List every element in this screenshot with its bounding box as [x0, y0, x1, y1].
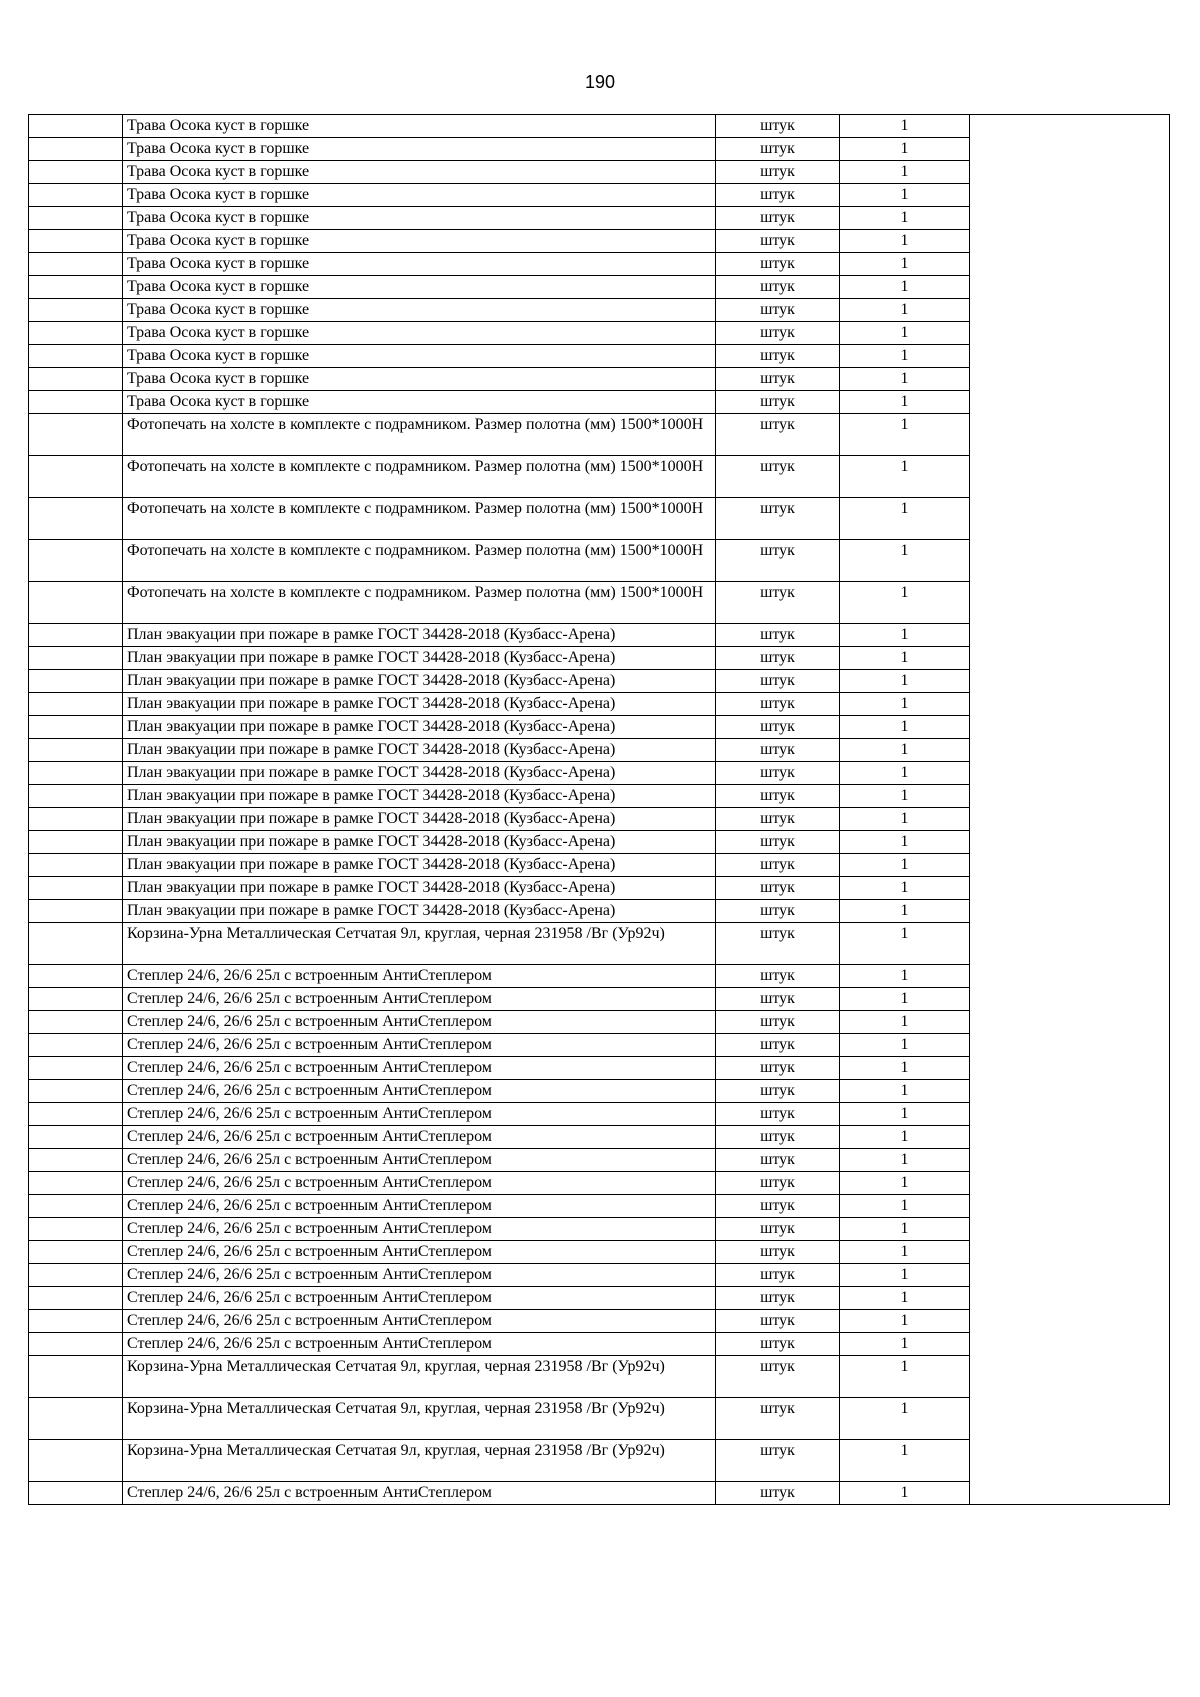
quantity-cell: 1 [840, 1264, 970, 1287]
row-number-cell [29, 414, 123, 456]
unit-cell: штук [716, 762, 840, 785]
row-number-cell [29, 1057, 123, 1080]
row-number-cell [29, 391, 123, 414]
unit-cell: штук [716, 253, 840, 276]
quantity-cell: 1 [840, 230, 970, 253]
row-number-cell [29, 115, 123, 138]
row-number-cell [29, 230, 123, 253]
item-name-cell: План эвакуации при пожаре в рамке ГОСТ 34428-2018 (Кузбасс-Арена) [123, 739, 716, 762]
row-number-cell [29, 1149, 123, 1172]
row-number-cell [29, 831, 123, 854]
item-name-cell: Трава Осока куст в горшке [123, 276, 716, 299]
row-number-cell [29, 1241, 123, 1264]
quantity-cell: 1 [840, 923, 970, 965]
item-name-cell: Трава Осока куст в горшке [123, 138, 716, 161]
row-number-cell [29, 322, 123, 345]
row-number-cell [29, 184, 123, 207]
quantity-cell: 1 [840, 1440, 970, 1482]
quantity-cell: 1 [840, 624, 970, 647]
item-name-cell: План эвакуации при пожаре в рамке ГОСТ 34428-2018 (Кузбасс-Арена) [123, 624, 716, 647]
item-name-cell: Степлер 24/6, 26/6 25л с встроенным АнтиСтеплером [123, 1333, 716, 1356]
quantity-cell: 1 [840, 1080, 970, 1103]
item-name-cell: Фотопечать на холсте в комплекте с подрамником. Размер полотна (мм) 1500*1000Н [123, 498, 716, 540]
row-number-cell [29, 299, 123, 322]
quantity-cell: 1 [840, 299, 970, 322]
item-name-cell: Трава Осока куст в горшке [123, 368, 716, 391]
quantity-cell: 1 [840, 1034, 970, 1057]
unit-cell: штук [716, 1057, 840, 1080]
unit-cell: штук [716, 1287, 840, 1310]
quantity-cell: 1 [840, 498, 970, 540]
row-number-cell [29, 276, 123, 299]
quantity-cell: 1 [840, 831, 970, 854]
row-number-cell [29, 1034, 123, 1057]
quantity-cell: 1 [840, 762, 970, 785]
quantity-cell: 1 [840, 345, 970, 368]
unit-cell: штук [716, 988, 840, 1011]
quantity-cell: 1 [840, 207, 970, 230]
quantity-cell: 1 [840, 1057, 970, 1080]
row-number-cell [29, 498, 123, 540]
unit-cell: штук [716, 391, 840, 414]
row-number-cell [29, 1218, 123, 1241]
item-name-cell: Степлер 24/6, 26/6 25л с встроенным АнтиСтеплером [123, 1080, 716, 1103]
quantity-cell: 1 [840, 854, 970, 877]
item-name-cell: Фотопечать на холсте в комплекте с подрамником. Размер полотна (мм) 1500*1000Н [123, 540, 716, 582]
row-number-cell [29, 647, 123, 670]
quantity-cell: 1 [840, 1398, 970, 1440]
unit-cell: штук [716, 138, 840, 161]
item-name-cell: Степлер 24/6, 26/6 25л с встроенным АнтиСтеплером [123, 965, 716, 988]
item-name-cell: Степлер 24/6, 26/6 25л с встроенным АнтиСтеплером [123, 1126, 716, 1149]
item-name-cell: Степлер 24/6, 26/6 25л с встроенным АнтиСтеплером [123, 1264, 716, 1287]
row-number-cell [29, 1264, 123, 1287]
item-name-cell: Степлер 24/6, 26/6 25л с встроенным АнтиСтеплером [123, 1195, 716, 1218]
unit-cell: штук [716, 670, 840, 693]
row-number-cell [29, 965, 123, 988]
item-name-cell: План эвакуации при пожаре в рамке ГОСТ 34428-2018 (Кузбасс-Арена) [123, 785, 716, 808]
item-name-cell: Корзина-Урна Металлическая Сетчатая 9л, круглая, черная 231958 /Вг (Ур92ч) [123, 923, 716, 965]
row-number-cell [29, 900, 123, 923]
unit-cell: штук [716, 1011, 840, 1034]
row-number-cell [29, 161, 123, 184]
unit-cell: штук [716, 1356, 840, 1398]
item-name-cell: Фотопечать на холсте в комплекте с подрамником. Размер полотна (мм) 1500*1000Н [123, 414, 716, 456]
unit-cell: штук [716, 184, 840, 207]
unit-cell: штук [716, 900, 840, 923]
item-name-cell: План эвакуации при пожаре в рамке ГОСТ 34428-2018 (Кузбасс-Арена) [123, 808, 716, 831]
row-number-cell [29, 582, 123, 624]
item-name-cell: Трава Осока куст в горшке [123, 391, 716, 414]
row-number-cell [29, 253, 123, 276]
row-number-cell [29, 1482, 123, 1505]
quantity-cell: 1 [840, 965, 970, 988]
quantity-cell: 1 [840, 1172, 970, 1195]
unit-cell: штук [716, 693, 840, 716]
item-name-cell: Трава Осока куст в горшке [123, 207, 716, 230]
quantity-cell: 1 [840, 1333, 970, 1356]
quantity-cell: 1 [840, 456, 970, 498]
row-number-cell [29, 877, 123, 900]
item-name-cell: Трава Осока куст в горшке [123, 115, 716, 138]
unit-cell: штук [716, 1195, 840, 1218]
item-name-cell: Трава Осока куст в горшке [123, 230, 716, 253]
quantity-cell: 1 [840, 1195, 970, 1218]
unit-cell: штук [716, 1310, 840, 1333]
item-name-cell: План эвакуации при пожаре в рамке ГОСТ 34428-2018 (Кузбасс-Арена) [123, 693, 716, 716]
unit-cell: штук [716, 647, 840, 670]
unit-cell: штук [716, 345, 840, 368]
unit-cell: штук [716, 1241, 840, 1264]
unit-cell: штук [716, 831, 840, 854]
item-name-cell: Степлер 24/6, 26/6 25л с встроенным АнтиСтеплером [123, 988, 716, 1011]
item-name-cell: Степлер 24/6, 26/6 25л с встроенным АнтиСтеплером [123, 1057, 716, 1080]
quantity-cell: 1 [840, 1241, 970, 1264]
quantity-cell: 1 [840, 391, 970, 414]
unit-cell: штук [716, 414, 840, 456]
row-number-cell [29, 1126, 123, 1149]
quantity-cell: 1 [840, 900, 970, 923]
row-number-cell [29, 1398, 123, 1440]
item-name-cell: Степлер 24/6, 26/6 25л с встроенным АнтиСтеплером [123, 1149, 716, 1172]
items-table-body [29, 115, 1170, 1505]
quantity-cell: 1 [840, 988, 970, 1011]
item-name-cell: Корзина-Урна Металлическая Сетчатая 9л, круглая, черная 231958 /Вг (Ур92ч) [123, 1440, 716, 1482]
item-name-cell: Трава Осока куст в горшке [123, 184, 716, 207]
row-number-cell [29, 1333, 123, 1356]
item-name-cell: Трава Осока куст в горшке [123, 161, 716, 184]
item-name-cell: Трава Осока куст в горшке [123, 322, 716, 345]
quantity-cell: 1 [840, 1310, 970, 1333]
quantity-cell: 1 [840, 582, 970, 624]
quantity-cell: 1 [840, 1482, 970, 1505]
unit-cell: штук [716, 368, 840, 391]
item-name-cell: Степлер 24/6, 26/6 25л с встроенным АнтиСтеплером [123, 1310, 716, 1333]
unit-cell: штук [716, 207, 840, 230]
quantity-cell: 1 [840, 138, 970, 161]
unit-cell: штук [716, 161, 840, 184]
row-number-cell [29, 762, 123, 785]
quantity-cell: 1 [840, 716, 970, 739]
unit-cell: штук [716, 624, 840, 647]
row-number-cell [29, 1440, 123, 1482]
unit-cell: штук [716, 1333, 840, 1356]
quantity-cell: 1 [840, 1126, 970, 1149]
row-number-cell [29, 624, 123, 647]
page-number: 190 [584, 72, 616, 92]
unit-cell: штук [716, 230, 840, 253]
items-table [28, 114, 1170, 1505]
row-number-cell [29, 1080, 123, 1103]
item-name-cell: План эвакуации при пожаре в рамке ГОСТ 34428-2018 (Кузбасс-Арена) [123, 900, 716, 923]
unit-cell: штук [716, 1218, 840, 1241]
row-number-cell [29, 1310, 123, 1333]
quantity-cell: 1 [840, 739, 970, 762]
quantity-cell: 1 [840, 253, 970, 276]
row-number-cell [29, 785, 123, 808]
unit-cell: штук [716, 322, 840, 345]
quantity-cell: 1 [840, 1011, 970, 1034]
row-number-cell [29, 1011, 123, 1034]
item-name-cell: Степлер 24/6, 26/6 25л с встроенным АнтиСтеплером [123, 1482, 716, 1505]
unit-cell: штук [716, 965, 840, 988]
row-number-cell [29, 368, 123, 391]
item-name-cell: Фотопечать на холсте в комплекте с подрамником. Размер полотна (мм) 1500*1000Н [123, 582, 716, 624]
row-number-cell [29, 540, 123, 582]
quantity-cell: 1 [840, 1218, 970, 1241]
item-name-cell: Корзина-Урна Металлическая Сетчатая 9л, круглая, черная 231958 /Вг (Ур92ч) [123, 1398, 716, 1440]
item-name-cell: План эвакуации при пожаре в рамке ГОСТ 34428-2018 (Кузбасс-Арена) [123, 854, 716, 877]
quantity-cell: 1 [840, 693, 970, 716]
quantity-cell: 1 [840, 368, 970, 391]
row-number-cell [29, 693, 123, 716]
item-name-cell: План эвакуации при пожаре в рамке ГОСТ 34428-2018 (Кузбасс-Арена) [123, 831, 716, 854]
quantity-cell: 1 [840, 540, 970, 582]
row-number-cell [29, 923, 123, 965]
unit-cell: штук [716, 854, 840, 877]
quantity-cell: 1 [840, 877, 970, 900]
quantity-cell: 1 [840, 647, 970, 670]
item-name-cell: Степлер 24/6, 26/6 25л с встроенным АнтиСтеплером [123, 1218, 716, 1241]
row-number-cell [29, 670, 123, 693]
unit-cell: штук [716, 1080, 840, 1103]
item-name-cell: План эвакуации при пожаре в рамке ГОСТ 34428-2018 (Кузбасс-Арена) [123, 762, 716, 785]
unit-cell: штук [716, 1482, 840, 1505]
unit-cell: штук [716, 115, 840, 138]
unit-cell: штук [716, 785, 840, 808]
quantity-cell: 1 [840, 1356, 970, 1398]
row-number-cell [29, 1287, 123, 1310]
item-name-cell: Степлер 24/6, 26/6 25л с встроенным АнтиСтеплером [123, 1034, 716, 1057]
item-name-cell: План эвакуации при пожаре в рамке ГОСТ 34428-2018 (Кузбасс-Арена) [123, 647, 716, 670]
table-row [29, 115, 1170, 138]
unit-cell: штук [716, 1126, 840, 1149]
row-number-cell [29, 716, 123, 739]
item-name-cell: Степлер 24/6, 26/6 25л с встроенным АнтиСтеплером [123, 1287, 716, 1310]
item-name-cell: План эвакуации при пожаре в рамке ГОСТ 34428-2018 (Кузбасс-Арена) [123, 877, 716, 900]
row-number-cell [29, 1103, 123, 1126]
unit-cell: штук [716, 923, 840, 965]
unit-cell: штук [716, 877, 840, 900]
quantity-cell: 1 [840, 276, 970, 299]
quantity-cell: 1 [840, 322, 970, 345]
item-name-cell: Трава Осока куст в горшке [123, 345, 716, 368]
row-number-cell [29, 1356, 123, 1398]
unit-cell: штук [716, 716, 840, 739]
row-number-cell [29, 456, 123, 498]
quantity-cell: 1 [840, 808, 970, 831]
item-name-cell: Степлер 24/6, 26/6 25л с встроенным АнтиСтеплером [123, 1172, 716, 1195]
unit-cell: штук [716, 1440, 840, 1482]
unit-cell: штук [716, 739, 840, 762]
unit-cell: штук [716, 276, 840, 299]
row-number-cell [29, 345, 123, 368]
unit-cell: штук [716, 1172, 840, 1195]
unit-cell: штук [716, 1034, 840, 1057]
unit-cell: штук [716, 808, 840, 831]
unit-cell: штук [716, 582, 840, 624]
item-name-cell: Фотопечать на холсте в комплекте с подрамником. Размер полотна (мм) 1500*1000Н [123, 456, 716, 498]
item-name-cell: Степлер 24/6, 26/6 25л с встроенным АнтиСтеплером [123, 1011, 716, 1034]
item-name-cell: План эвакуации при пожаре в рамке ГОСТ 34428-2018 (Кузбасс-Арена) [123, 716, 716, 739]
item-name-cell: Степлер 24/6, 26/6 25л с встроенным АнтиСтеплером [123, 1103, 716, 1126]
row-number-cell [29, 854, 123, 877]
quantity-cell: 1 [840, 1287, 970, 1310]
unit-cell: штук [716, 456, 840, 498]
item-name-cell: План эвакуации при пожаре в рамке ГОСТ 34428-2018 (Кузбасс-Арена) [123, 670, 716, 693]
row-number-cell [29, 739, 123, 762]
unit-cell: штук [716, 299, 840, 322]
quantity-cell: 1 [840, 414, 970, 456]
quantity-cell: 1 [840, 1103, 970, 1126]
item-name-cell: Корзина-Урна Металлическая Сетчатая 9л, круглая, черная 231958 /Вг (Ур92ч) [123, 1356, 716, 1398]
row-number-cell [29, 1195, 123, 1218]
row-number-cell [29, 988, 123, 1011]
item-name-cell: Трава Осока куст в горшке [123, 253, 716, 276]
item-name-cell: Степлер 24/6, 26/6 25л с встроенным АнтиСтеплером [123, 1241, 716, 1264]
row-number-cell [29, 1172, 123, 1195]
quantity-cell: 1 [840, 161, 970, 184]
row-number-cell [29, 207, 123, 230]
quantity-cell: 1 [840, 785, 970, 808]
row-number-cell [29, 808, 123, 831]
unit-cell: штук [716, 1398, 840, 1440]
quantity-cell: 1 [840, 184, 970, 207]
quantity-cell: 1 [840, 115, 970, 138]
note-cell [970, 115, 1170, 1505]
unit-cell: штук [716, 498, 840, 540]
item-name-cell: Трава Осока куст в горшке [123, 299, 716, 322]
row-number-cell [29, 138, 123, 161]
unit-cell: штук [716, 1149, 840, 1172]
unit-cell: штук [716, 1264, 840, 1287]
unit-cell: штук [716, 1103, 840, 1126]
unit-cell: штук [716, 540, 840, 582]
quantity-cell: 1 [840, 670, 970, 693]
quantity-cell: 1 [840, 1149, 970, 1172]
